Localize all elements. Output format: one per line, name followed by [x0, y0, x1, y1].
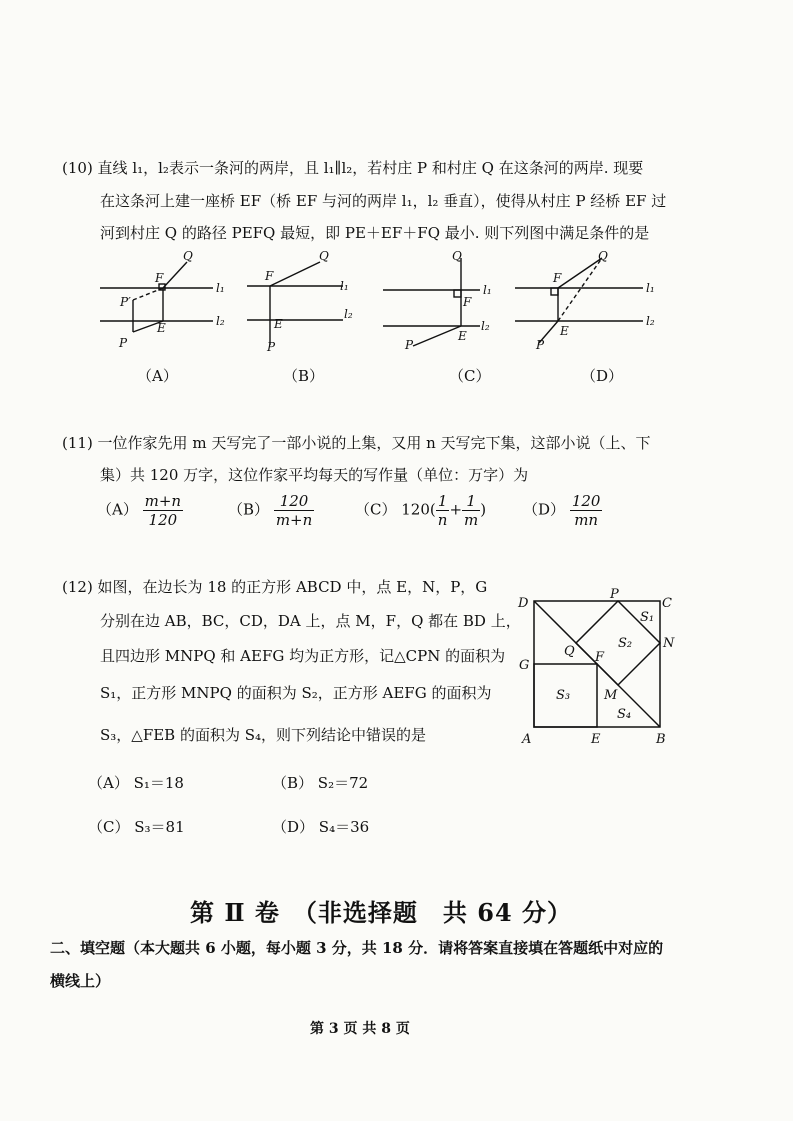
- fig-a-F: F: [155, 271, 164, 285]
- fig-label-A: A: [522, 732, 532, 747]
- q11-c-num1: 1: [436, 492, 450, 511]
- fig-b-Q: Q: [319, 249, 329, 263]
- fig-c-Q: Q: [452, 249, 462, 263]
- q11-option-c-label: （C）: [355, 500, 397, 519]
- q11-c-num2: 1: [462, 492, 480, 511]
- q12-line-1: (12) 如图，在边长为 18 的正方形 ABCD 中，点 E，N，P，G: [62, 578, 488, 596]
- q11-a-num: m+n: [144, 492, 182, 510]
- q12-option-a: （A） S₁＝18: [88, 774, 184, 792]
- fig-a-Pp: P′: [120, 295, 131, 309]
- fig-b-l1: l₁: [340, 279, 349, 293]
- q11-c-den1: n: [437, 511, 448, 529]
- fig-b-l2: l₂: [344, 307, 353, 321]
- fig-label-S3: S₃: [556, 688, 571, 703]
- fig-label-P: P: [610, 587, 619, 602]
- fig-label-F: F: [595, 650, 605, 665]
- q11-option-a-label: （A）: [97, 500, 138, 519]
- fig-label-N: N: [663, 636, 675, 651]
- fig-label-G: G: [519, 658, 530, 673]
- fig-label-S2: S₂: [618, 636, 633, 651]
- fig-c-P: P: [405, 338, 414, 352]
- fig-label-D: D: [518, 596, 529, 611]
- caption-a: （A）: [137, 367, 178, 385]
- fig-d-l1: l₁: [646, 281, 655, 295]
- fig-label-C: C: [662, 596, 672, 611]
- q11-a-den: 120: [148, 511, 178, 529]
- q11-line-2: 集）共 120 万字，这位作家平均每天的写作量（单位：万字）为: [100, 466, 529, 484]
- part2-title: 第 Ⅱ 卷 （非选择题 共 64 分）: [190, 898, 573, 927]
- fig-a-E: E: [157, 321, 166, 335]
- q12-line-2: 分别在边 AB，BC，CD，DA 上，点 M，F，Q 都在 BD 上，: [100, 612, 521, 630]
- q11-option-a: [97, 492, 183, 529]
- fig-b-F: F: [265, 269, 274, 283]
- q12-line-3: 且四边形 MNPQ 和 AEFG 均为正方形，记△CPN 的面积为: [100, 647, 506, 665]
- q11-c-pre: 120: [401, 500, 430, 519]
- q11-d-den: mn: [574, 511, 599, 529]
- fig-d-F: F: [553, 271, 562, 285]
- q11-option-b-label: （B）: [228, 500, 270, 519]
- q11-line-1: (11) 一位作家先用 m 天写完了一部小说的上集，又用 n 天写完下集，这部小说（上、下: [62, 434, 651, 452]
- q12-option-d: （D） S₄＝36: [272, 818, 370, 836]
- fig-a-Q: Q: [183, 249, 193, 263]
- fig-a-l2: l₂: [216, 314, 225, 328]
- fig-c-E: E: [458, 329, 467, 343]
- caption-d: （D）: [581, 367, 624, 385]
- q11-b-den: m+n: [275, 511, 313, 529]
- q11-b-num: 120: [274, 492, 314, 511]
- page-footer: 第 3 页 共 8 页: [310, 1021, 410, 1037]
- fig-label-Q: Q: [564, 644, 575, 659]
- q10-line-1: (10) 直线 l₁，l₂表示一条河的两岸，且 l₁∥l₂，若村庄 P 和村庄 Q 在这条河的两岸. 现要: [62, 159, 644, 177]
- q10-line-3: 河到村庄 Q 的路径 PEFQ 最短，即 PE＋EF＋FQ 最小. 则下列图中满足条件的是: [100, 224, 650, 242]
- fig-a-l1: l₁: [216, 281, 225, 295]
- fig-b-E: E: [274, 317, 283, 331]
- q12-option-c: （C） S₃＝81: [88, 818, 185, 836]
- q11-c-den2: m: [464, 511, 479, 529]
- q11-option-c: （C） 120( $\frac{1}{n}$ + $\frac{1}{m}$ ): [355, 492, 487, 529]
- fig-d-l2: l₂: [646, 314, 655, 328]
- q10-line-2: 在这条河上建一座桥 EF（桥 EF 与河的两岸 l₁，l₂ 垂直），使得从村庄 P 经桥 EF 过: [100, 192, 667, 210]
- part2-instruction-2: 横线上）: [50, 972, 111, 990]
- q12-line-5: S₃，△FEB 的面积为 S₄，则下列结论中错误的是: [100, 726, 427, 744]
- fig-c-l2: l₂: [481, 319, 490, 333]
- fig-label-E: E: [591, 732, 601, 747]
- fig-label-B: B: [656, 732, 666, 747]
- fig-c-F: F: [463, 295, 472, 309]
- q11-option-d: [523, 492, 602, 529]
- q12-line-4: S₁，正方形 MNPQ 的面积为 S₂，正方形 AEFG 的面积为: [100, 684, 492, 702]
- caption-c: （C）: [449, 367, 491, 385]
- q12-square-figure: [510, 585, 690, 750]
- fig-d-P: P: [536, 338, 545, 352]
- fig-a-P: P: [119, 336, 128, 350]
- q11-d-num: 120: [571, 492, 601, 510]
- q11-option-d-label: （D）: [523, 500, 566, 519]
- q10-figures: [95, 248, 675, 360]
- q12-option-b: （B） S₂＝72: [272, 774, 369, 792]
- fig-label-S4: S₄: [617, 707, 632, 722]
- fig-d-E: E: [560, 324, 569, 338]
- fig-c-l1: l₁: [483, 283, 492, 297]
- q11-option-b: [228, 492, 314, 529]
- fig-b-P: P: [267, 340, 276, 354]
- fig-label-M: M: [604, 688, 618, 703]
- fig-d-Q: Q: [598, 249, 608, 263]
- part2-instruction-1: 二、填空题（本大题共 6 小题，每小题 3 分，共 18 分．请将答案直接填在答题纸中对应的: [50, 939, 664, 957]
- fig-label-S1: S₁: [640, 610, 655, 625]
- caption-b: （B）: [283, 367, 325, 385]
